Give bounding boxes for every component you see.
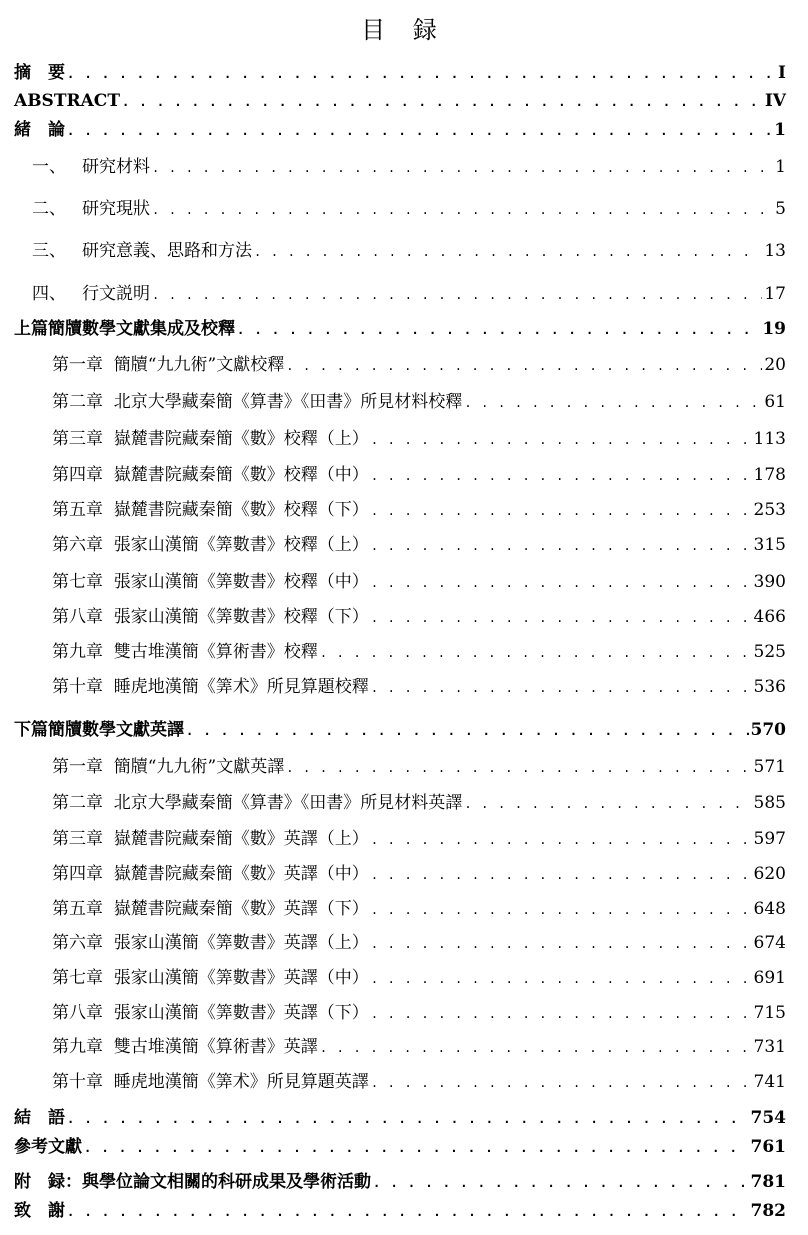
toc-entry-chapter[interactable]: [52, 861, 786, 887]
toc-entry-label: 第二章 北京大學藏秦簡《算書》《田書》所見材料校釋: [52, 392, 463, 412]
toc-entry-label: 第六章 張家山漢簡《筭數書》英譯（上）: [52, 933, 369, 953]
toc-entry-chapter[interactable]: [52, 790, 786, 816]
toc-entry-label: 結 語: [14, 1108, 65, 1128]
toc-entry-page: 782: [750, 1201, 786, 1221]
toc-entry-part-one[interactable]: [14, 316, 786, 342]
toc-entry-chapter[interactable]: [52, 497, 786, 523]
toc-entry-label: 第六章 張家山漢簡《筭數書》校釋（上）: [52, 535, 369, 555]
toc-entry-page: 1: [775, 157, 786, 177]
toc-entry-chapter[interactable]: [52, 826, 786, 852]
toc-entry-page: 781: [750, 1172, 786, 1192]
leader-dots: [371, 427, 752, 453]
toc-entry-chapter[interactable]: [52, 930, 786, 956]
toc-entry-conclusion[interactable]: [14, 1105, 786, 1131]
leader-dots: [152, 197, 773, 223]
leader-dots: [373, 1170, 749, 1196]
toc-entry-label: 上篇簡牘數學文獻集成及校釋: [14, 319, 235, 339]
toc-entry-label: 參考文獻: [14, 1137, 82, 1157]
toc-entry-chapter[interactable]: [52, 426, 786, 452]
toc-title: 目 録: [361, 16, 447, 44]
toc-entry-label: 第三章 嶽麓書院藏秦簡《數》校釋（上）: [52, 429, 369, 449]
toc-entry-acknowledgements[interactable]: [14, 1198, 786, 1224]
toc-entry-page: 525: [753, 642, 786, 662]
toc-entry-chapter[interactable]: [52, 896, 786, 922]
leader-dots: [371, 827, 752, 853]
toc-entry-label: 第十章 睡虎地漢簡《筭术》所見算題英譯: [52, 1072, 369, 1092]
leader-dots: [67, 1106, 749, 1132]
toc-entry-label: 第十章 睡虎地漢簡《筭术》所見算題校釋: [52, 677, 369, 697]
leader-dots: [152, 155, 773, 181]
toc-entry-page: 741: [753, 1072, 786, 1092]
toc-entry-page: 5: [775, 199, 786, 219]
toc-entry-label: 研究材料: [82, 157, 150, 177]
toc-entry-label: 下篇簡牘數學文獻英譯: [14, 720, 184, 740]
toc-entry-chapter[interactable]: [52, 965, 786, 991]
toc-entry-abstract-zh[interactable]: [14, 60, 786, 86]
toc-entry-label: 摘 要: [14, 63, 65, 83]
toc-entry-chapter[interactable]: [52, 639, 786, 665]
leader-dots: [371, 966, 752, 992]
section-number: 一、: [32, 157, 66, 177]
toc-entry-label: 第四章 嶽麓書院藏秦簡《數》英譯（中）: [52, 864, 369, 884]
toc-entry-label: ABSTRACT: [14, 91, 120, 111]
toc-entry-chapter[interactable]: [52, 389, 786, 415]
toc-entry-page: 17: [764, 284, 786, 304]
leader-dots: [464, 390, 762, 416]
toc-entry-label: 致 謝: [14, 1201, 65, 1221]
leader-dots: [186, 718, 749, 744]
leader-dots: [371, 675, 752, 701]
toc-entry-page: 585: [753, 793, 786, 813]
toc-entry-page: 648: [753, 899, 786, 919]
toc-entry-abstract-en[interactable]: [14, 88, 786, 114]
toc-entry-page: 19: [762, 319, 786, 339]
leader-dots: [122, 89, 763, 115]
toc-entry-page: 620: [753, 864, 786, 884]
toc-entry-chapter[interactable]: [52, 352, 786, 378]
toc-entry-page: 1: [774, 120, 786, 140]
toc-entry-chapter[interactable]: [52, 462, 786, 488]
leader-dots: [286, 353, 762, 379]
toc-entry-section[interactable]: [32, 196, 786, 222]
toc-entry-section[interactable]: [32, 154, 786, 180]
toc-entry-label: 第五章 嶽麓書院藏秦簡《數》校釋（下）: [52, 500, 369, 520]
toc-entry-page: 390: [753, 572, 786, 592]
leader-dots: [371, 897, 752, 923]
toc-entry-page: 20: [764, 355, 786, 375]
toc-entry-appendix[interactable]: [14, 1169, 786, 1195]
toc-entry-section[interactable]: [32, 281, 786, 307]
leader-dots: [152, 282, 762, 308]
leader-dots: [371, 862, 752, 888]
leader-dots: [464, 791, 751, 817]
section-number: 四、: [32, 284, 66, 304]
toc-entry-introduction[interactable]: [14, 117, 786, 143]
toc-entry-chapter[interactable]: [52, 532, 786, 558]
toc-entry-chapter[interactable]: [52, 604, 786, 630]
toc-entry-page: 113: [753, 429, 786, 449]
section-number: 三、: [32, 241, 66, 261]
toc-entry-label: 緒 論: [14, 120, 65, 140]
toc-entry-page: 61: [764, 392, 786, 412]
toc-entry-page: 466: [753, 607, 786, 627]
leader-dots: [67, 118, 772, 144]
leader-dots: [254, 239, 762, 265]
toc-entry-references[interactable]: [14, 1134, 786, 1160]
toc-entry-label: 第一章 簡牘“九九術”文獻英譯: [52, 757, 285, 777]
toc-entry-label: 第一章 簡牘“九九術”文獻校釋: [52, 355, 285, 375]
toc-entry-label: 第三章 嶽麓書院藏秦簡《數》英譯（上）: [52, 829, 369, 849]
toc-entry-label: 第八章 張家山漢簡《筭數書》校釋（下）: [52, 607, 369, 627]
toc-entry-page: 253: [753, 500, 786, 520]
toc-entry-page: 761: [750, 1137, 786, 1157]
toc-entry-page: 715: [753, 1003, 786, 1023]
toc-entry-page: 178: [753, 465, 786, 485]
section-number: 二、: [32, 199, 66, 219]
toc-entry-label: 行文説明: [82, 284, 150, 304]
toc-entry-page: 571: [753, 757, 786, 777]
toc-entry-page: IV: [764, 91, 786, 111]
toc-entry-label: 附 録：與學位論文相關的科研成果及學術活動: [14, 1172, 371, 1192]
toc-entry-page: I: [778, 63, 786, 83]
leader-dots: [67, 61, 776, 87]
toc-entry-chapter[interactable]: [52, 1000, 786, 1026]
toc-entry-chapter[interactable]: [52, 754, 786, 780]
toc-entry-label: 第九章 雙古堆漢簡《算術書》校釋: [52, 642, 318, 662]
toc-entry-page: 754: [750, 1108, 786, 1128]
toc-entry-page: 570: [750, 720, 786, 740]
toc-entry-page: 13: [764, 241, 786, 261]
leader-dots: [371, 931, 752, 957]
toc-entry-chapter[interactable]: [52, 1069, 786, 1095]
leader-dots: [371, 533, 752, 559]
toc-entry-label: 第八章 張家山漢簡《筭數書》英譯（下）: [52, 1003, 369, 1023]
toc-entry-label: 第二章 北京大學藏秦簡《算書》《田書》所見材料英譯: [52, 793, 463, 813]
leader-dots: [371, 1001, 752, 1027]
toc-entry-section[interactable]: [32, 238, 786, 264]
toc-entry-label: 研究現狀: [82, 199, 150, 219]
toc-entry-page: 674: [753, 933, 786, 953]
toc-entry-label: 第五章 嶽麓書院藏秦簡《數》英譯（下）: [52, 899, 369, 919]
leader-dots: [371, 463, 752, 489]
toc-entry-label: 第七章 張家山漢簡《筭數書》英譯（中）: [52, 968, 369, 988]
leader-dots: [84, 1135, 749, 1161]
toc-entry-part-two[interactable]: [14, 717, 786, 743]
toc-entry-label: 第七章 張家山漢簡《筭數書》校釋（中）: [52, 572, 369, 592]
toc-entry-page: 536: [753, 677, 786, 697]
toc-entry-chapter[interactable]: [52, 674, 786, 700]
toc-entry-page: 691: [753, 968, 786, 988]
leader-dots: [286, 755, 751, 781]
toc-entry-label: 研究意義、思路和方法: [82, 241, 252, 261]
leader-dots: [320, 640, 752, 666]
toc-entry-label: 第四章 嶽麓書院藏秦簡《數》校釋（中）: [52, 465, 369, 485]
toc-entry-page: 731: [753, 1037, 786, 1057]
leader-dots: [320, 1035, 752, 1061]
toc-entry-page: 315: [753, 535, 786, 555]
toc-entry-chapter[interactable]: [52, 569, 786, 595]
toc-entry-page: 597: [753, 829, 786, 849]
leader-dots: [371, 1070, 752, 1096]
leader-dots: [371, 605, 752, 631]
toc-entry-label: 第九章 雙古堆漢簡《算術書》英譯: [52, 1037, 318, 1057]
leader-dots: [371, 570, 752, 596]
toc-entry-chapter[interactable]: [52, 1034, 786, 1060]
leader-dots: [371, 498, 752, 524]
leader-dots: [237, 317, 760, 343]
leader-dots: [67, 1199, 749, 1225]
